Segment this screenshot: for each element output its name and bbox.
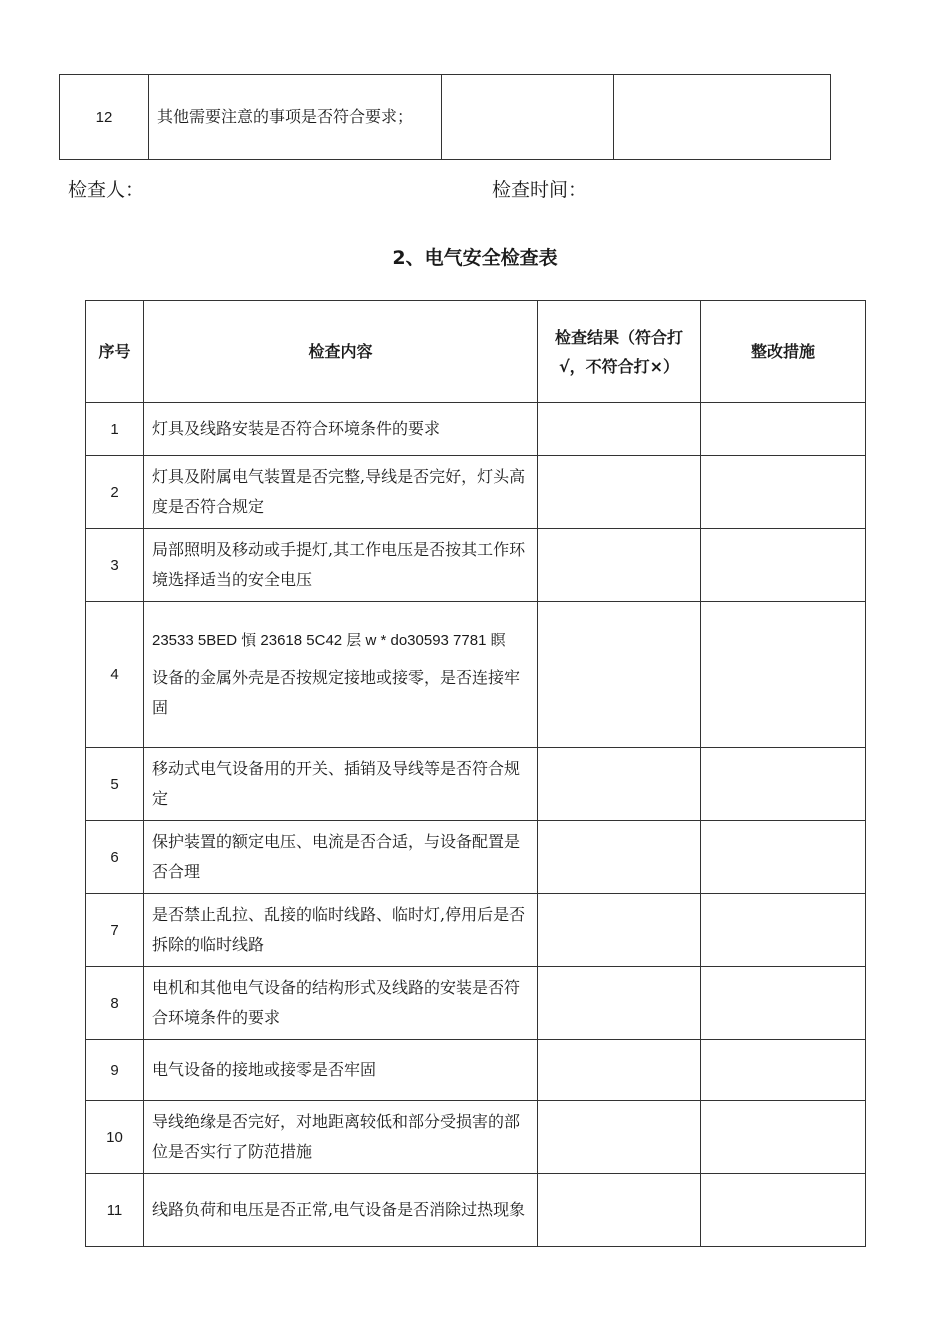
table-row: [86, 403, 866, 456]
rectify-cell[interactable]: [701, 894, 866, 967]
rectify-cell[interactable]: [701, 602, 866, 748]
header-result: 检查结果（符合打√，不符合打×）: [538, 301, 701, 403]
row-number: 9: [86, 1040, 144, 1101]
check-content: 灯具及附属电气装置是否完整,导线是否完好，灯头高度是否符合规定: [144, 456, 538, 529]
check-content: 其他需要注意的事项是否符合要求；: [149, 75, 442, 160]
result-cell[interactable]: [538, 456, 701, 529]
rectify-cell[interactable]: [701, 1174, 866, 1247]
rectify-cell[interactable]: [701, 821, 866, 894]
check-content: 线路负荷和电压是否正常,电气设备是否消除过热现象: [144, 1174, 538, 1247]
header-rectify: 整改措施: [701, 301, 866, 403]
table-row: [60, 75, 831, 160]
header-no: 序号: [86, 301, 144, 403]
row-number: 1: [86, 403, 144, 456]
rectify-cell[interactable]: [701, 529, 866, 602]
table-row: [86, 1101, 866, 1174]
check-content: 电气设备的接地或接零是否牢固: [144, 1040, 538, 1101]
table-row: [86, 456, 866, 529]
header-content: 检查内容: [144, 301, 538, 403]
row-number: 12: [60, 75, 149, 160]
check-content: 电机和其他电气设备的结构形式及线路的安装是否符合环境条件的要求: [144, 967, 538, 1040]
result-cell[interactable]: [538, 1040, 701, 1101]
result-cell[interactable]: [538, 748, 701, 821]
row-number: 4: [86, 602, 144, 748]
table-row: [86, 529, 866, 602]
check-content: 移动式电气设备用的开关、插销及导线等是否符合规定: [144, 748, 538, 821]
section-title: 2、电气安全检查表: [392, 247, 558, 269]
check-content: 灯具及线路安装是否符合环境条件的要求: [144, 403, 538, 456]
table-row: [86, 1174, 866, 1247]
rectify-cell[interactable]: [701, 748, 866, 821]
result-cell[interactable]: [538, 1174, 701, 1247]
result-cell[interactable]: [538, 967, 701, 1040]
table-row: [86, 748, 866, 821]
table-row: [86, 1040, 866, 1101]
rectify-cell[interactable]: [701, 967, 866, 1040]
result-cell[interactable]: [538, 821, 701, 894]
electrical-safety-checklist-table: [85, 300, 866, 1247]
check-content: 保护装置的额定电压、电流是否合适，与设备配置是否合理: [144, 821, 538, 894]
row-number: 3: [86, 529, 144, 602]
check-content: 设备的金属外壳是否按规定接地或接零，是否连接牢固: [152, 667, 521, 717]
check-content-cell: [144, 602, 538, 748]
result-cell[interactable]: [538, 1101, 701, 1174]
inspector-label: 检查人：: [68, 179, 145, 201]
row-number: 11: [86, 1174, 144, 1247]
table-row: [86, 894, 866, 967]
rectify-cell[interactable]: [701, 1101, 866, 1174]
row-number: 7: [86, 894, 144, 967]
table-row: [86, 602, 866, 748]
result-cell[interactable]: [538, 529, 701, 602]
rectify-cell[interactable]: [701, 403, 866, 456]
table-row: [86, 967, 866, 1040]
check-content: 导线绝缘是否完好，对地距离较低和部分受损害的部位是否实行了防范措施: [144, 1101, 538, 1174]
result-cell[interactable]: [538, 602, 701, 748]
result-cell[interactable]: [538, 403, 701, 456]
row-number: 5: [86, 748, 144, 821]
result-cell[interactable]: [538, 894, 701, 967]
row-number: 8: [86, 967, 144, 1040]
garbled-text: 23533 5BED 㥧 23618 5C42 层 w * do30593 7781 瞑: [152, 631, 506, 649]
rectify-cell[interactable]: [701, 1040, 866, 1101]
check-content: 局部照明及移动或手提灯,其工作电压是否按其工作环境选择适当的安全电压: [144, 529, 538, 602]
row-number: 2: [86, 456, 144, 529]
rectify-cell[interactable]: [614, 75, 831, 160]
row-number: 6: [86, 821, 144, 894]
row-number: 10: [86, 1101, 144, 1174]
table-row: [86, 821, 866, 894]
previous-checklist-table: [59, 74, 831, 160]
rectify-cell[interactable]: [701, 456, 866, 529]
result-cell[interactable]: [442, 75, 614, 160]
header-row: [86, 301, 866, 403]
check-content: 是否禁止乱拉、乱接的临时线路、临时灯,停用后是否拆除的临时线路: [144, 894, 538, 967]
inspection-time-label: 检查时间：: [492, 179, 588, 201]
